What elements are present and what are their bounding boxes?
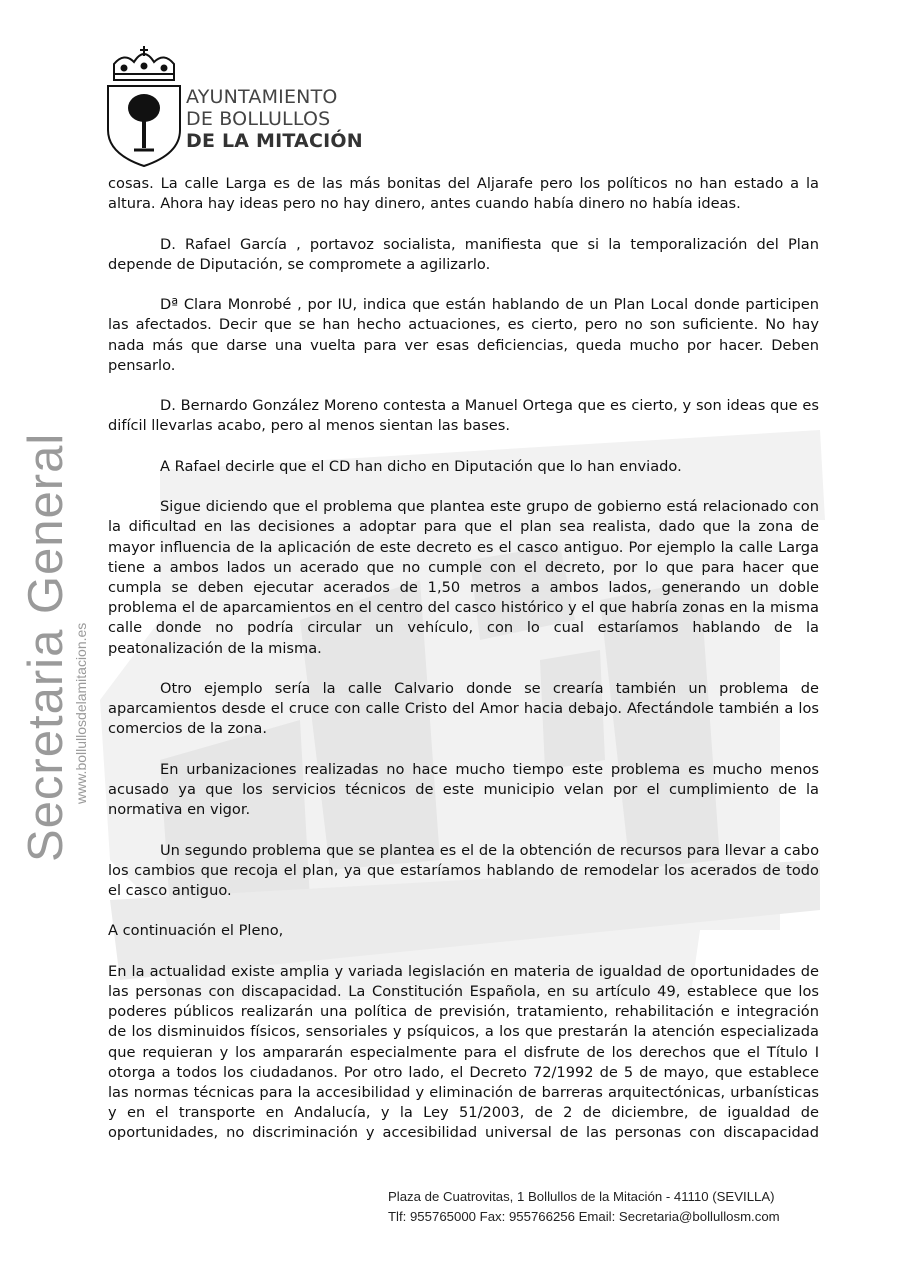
letterhead <box>104 42 364 172</box>
paragraph-11: En la actualidad existe amplia y variada legislación en materia de igualdad de oportunidades de las personas con discapacidad. La Constitución Española, en su artículo 49, establece que los poderes públicos realizarán una política de previsión, tratamiento, rehabilitación e integración de los disminuidos físicos, sensoriales y psíquicos, a los que prestarán la atención especializada que requieran y los ampararán especialmente para el disfrute de los derechos que el Título I otorga a todos los ciudadanos. Por otro lado, el Decreto 72/1992 de 5 de mayo, que establece las normas técnicas para la accesibilidad y eliminación de barreras arquitectónicas, urbanísticas y en el transporte en Andalucía, y la Ley 51/2003, de 2 de diciembre, de igualdad de oportunidades, no discriminación y accesibilidad universal de las personas con discapacidad <box>108 962 819 1142</box>
paragraph-10: A continuación el Pleno, <box>108 922 284 940</box>
footer-address: Plaza de Cuatrovitas, 1 Bollullos de la Mitación - 41110 (SEVILLA) <box>388 1189 775 1204</box>
paragraph-6: Sigue diciendo que el problema que plantea este grupo de gobierno está relacionado con la dificultad en las decisiones a adoptar para que el plan sea realista, dado que la zona de mayor influencia de la aplicación de este decreto es el casco antiguo. Por ejemplo la calle Larga tiene a ambos lados un acerado que no cumple con el decreto, por lo que para hacer que cumpla se deben ejecutar acerados de 1,50 metros a ambos lados, generando un doble problema el de aparcamientos en el centro del casco histórico y el que habría zonas en la misma calle donde no podría circular un vehículo, con lo cual estaríamos hablando de la peatonalización de la misma. <box>108 498 819 657</box>
paragraph-7: Otro ejemplo sería la calle Calvario donde se crearía también un problema de aparcamientos desde el cruce con calle Cristo del Amor hacia debajo. Afectándole también a los comercios de la zona. <box>108 679 819 738</box>
document-body <box>108 174 819 1164</box>
sidebar-title: Secretaria General <box>19 432 73 862</box>
paragraph-3: Dª Clara Monrobé , por IU, indica que están hablando de un Plan Local donde participen las afectados. Decir que se han hecho actuaciones, es cierto, pero no son suficiente. No hay nada más que darse una vuelta para ver esas deficiencias, queda mucho por hacer. Deben pensarlo. <box>108 296 819 374</box>
paragraph-9: Un segundo problema que se plantea es el de la obtención de recursos para llevar a cabo los cambios que recoja el plan, ya que estaríamos hablando de remodelar los acerados de todo el casco antiguo. <box>108 841 819 899</box>
org-name-line2: DE BOLLULLOS <box>186 108 331 130</box>
paragraph-5: A Rafael decirle que el CD han dicho en Diputación que lo han enviado. <box>160 457 682 475</box>
sidebar-branding <box>20 433 90 862</box>
footer <box>388 1187 780 1227</box>
org-name-line3: DE LA MITACIÓN <box>186 130 363 152</box>
org-name-line1: AYUNTAMIENTO <box>186 86 338 108</box>
paragraph-4: D. Bernardo González Moreno contesta a Manuel Ortega que es cierto, y son ideas que es difícil llevarlas acabo, pero al menos sientan las bases. <box>108 397 819 435</box>
paragraph-8: En urbanizaciones realizadas no hace mucho tiempo este problema es mucho menos acusado ya que los servicios técnicos de este municipio velan por el cumplimiento de la normativa en vigor. <box>108 760 819 819</box>
paragraph-1: cosas. La calle Larga es de las más bonitas del Aljarafe pero los políticos no han estado a la altura. Ahora hay ideas pero no hay dinero, antes cuando había dinero no había ideas. <box>108 175 819 213</box>
sidebar-url: www.bollullosdelamitacion.es <box>73 622 89 804</box>
footer-contact: Tlf: 955765000 Fax: 955766256 Email: Secretaria@bollullosm.com <box>388 1209 780 1224</box>
paragraph-2: D. Rafael García , portavoz socialista, manifiesta que si la temporalización del Plan depende de Diputación, se compromete a agilizarlo. <box>108 235 819 273</box>
municipal-crest-icon <box>104 42 184 168</box>
